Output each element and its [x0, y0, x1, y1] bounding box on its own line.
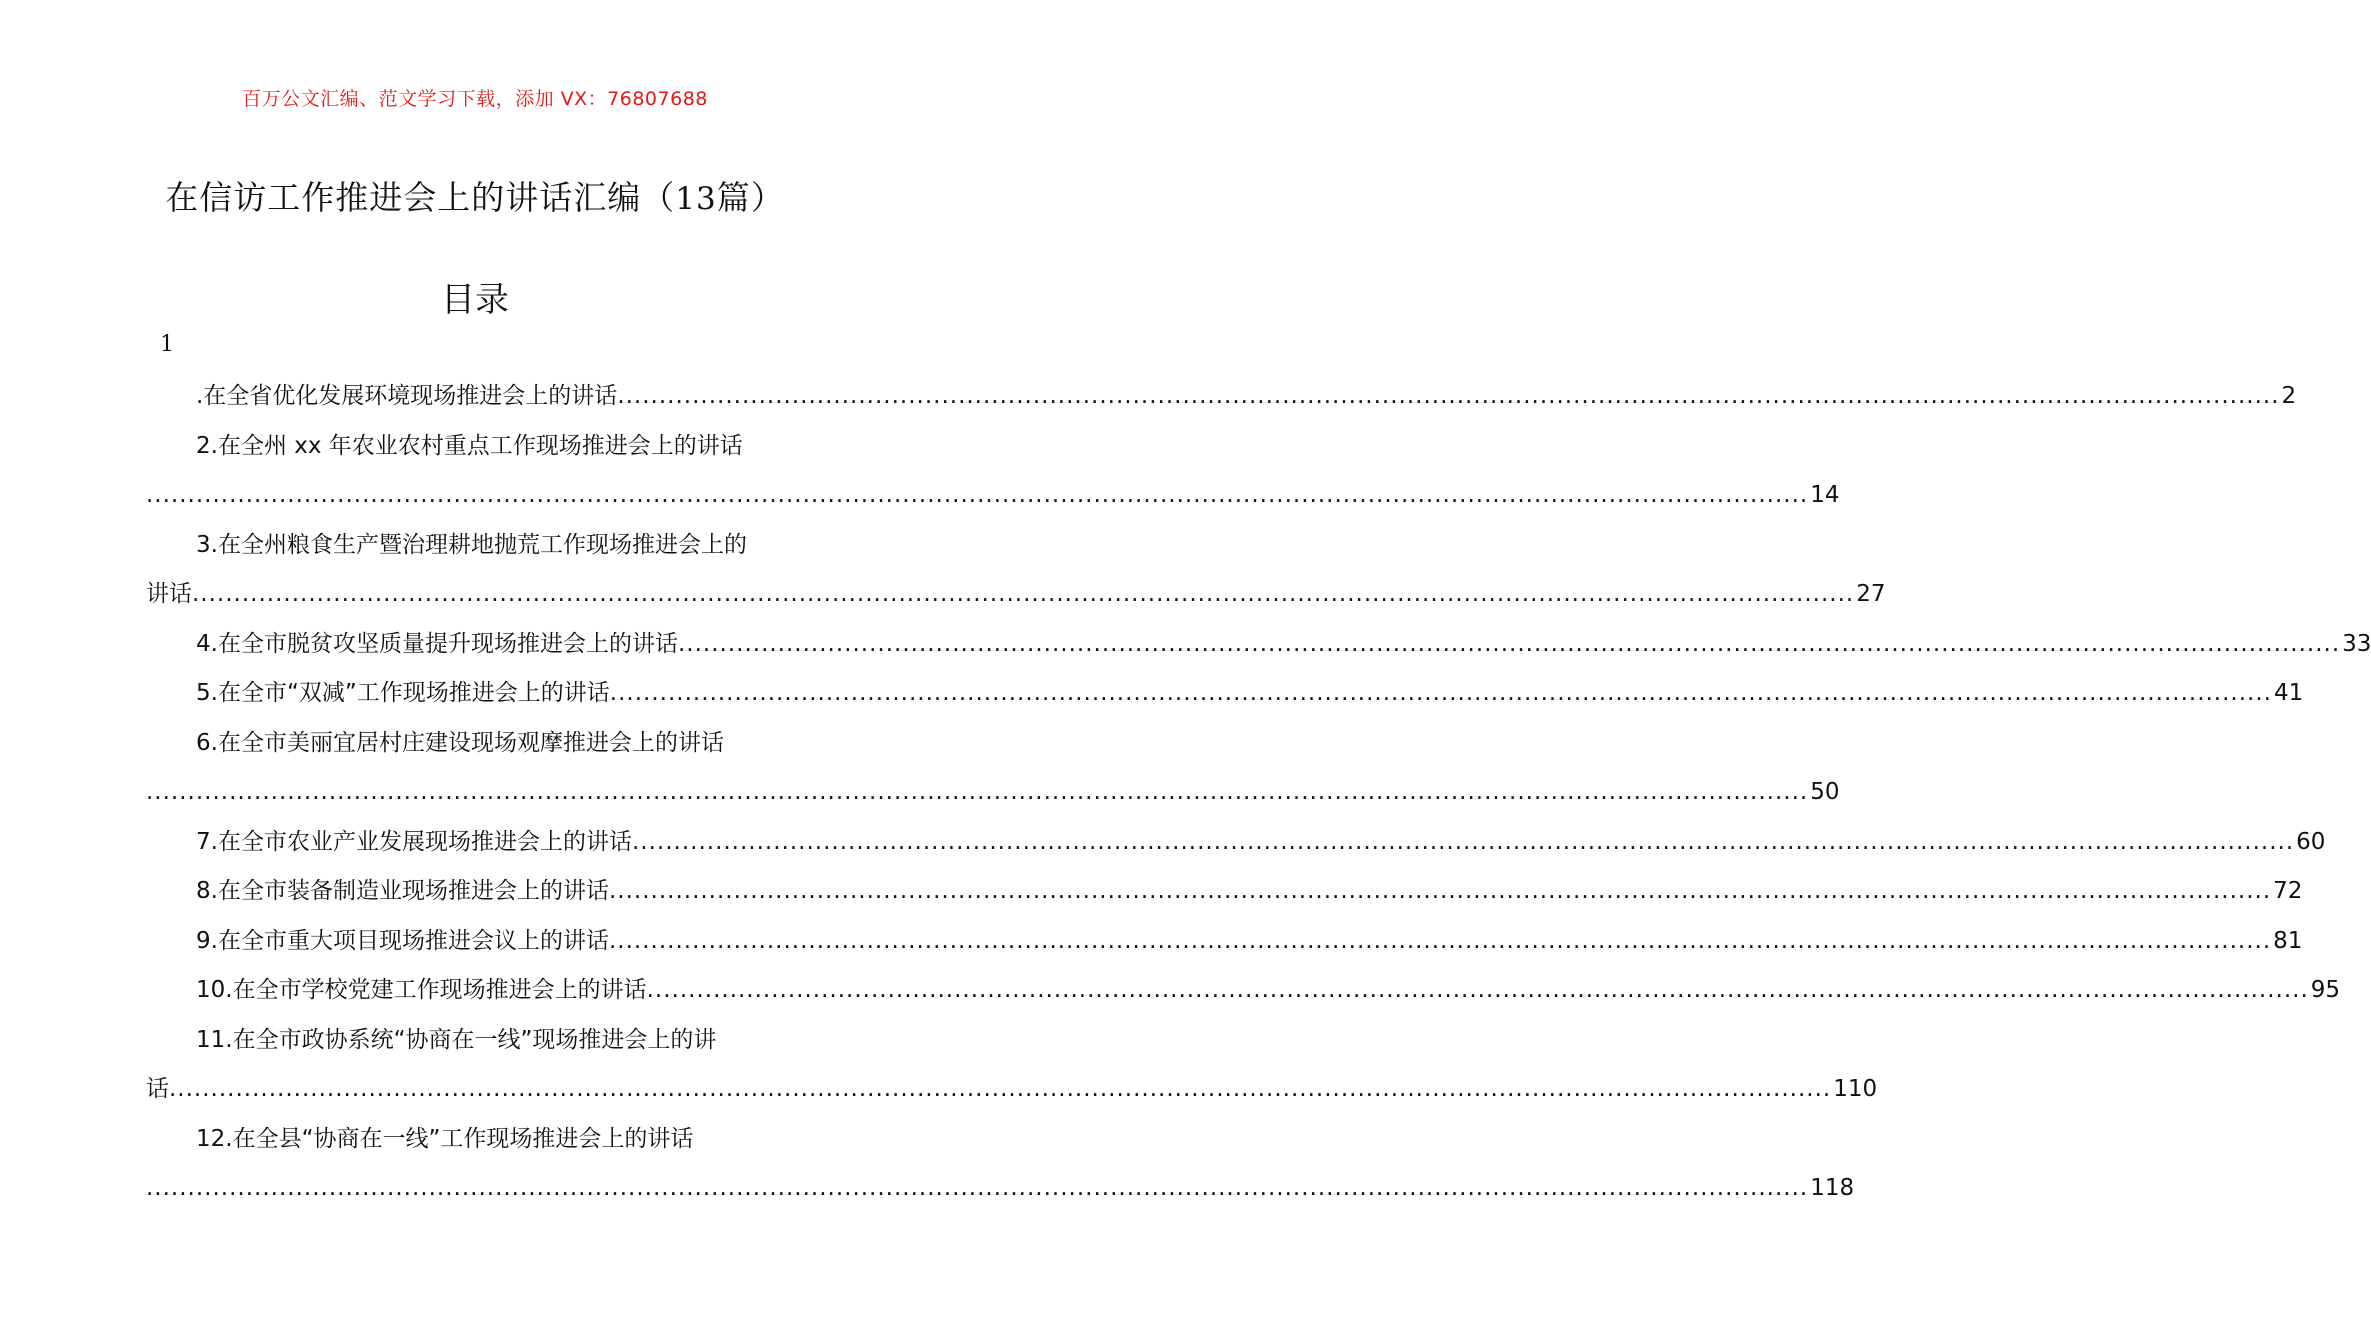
toc-entry-line[interactable]	[146, 1016, 806, 1066]
toc-page-number: 33	[2342, 630, 2371, 657]
toc-entry-line[interactable]	[146, 1164, 1855, 1214]
toc-entry-text: 4.在全市脱贫攻坚质量提升现场推进会上的讲话	[196, 630, 678, 657]
toc-entry-line[interactable]	[146, 422, 806, 472]
header-note: 百万公文汇编、范文学习下载，添加 VX：76807688	[242, 88, 708, 110]
toc-entry-line[interactable]	[146, 1115, 806, 1165]
toc-entry-text: 7.在全市农业产业发展现场推进会上的讲话	[196, 828, 632, 855]
toc-page-number: 41	[2274, 680, 2304, 706]
toc-entry-line[interactable]	[146, 669, 2304, 719]
toc-entry-text: 3.在全州粮食生产暨治理耕地抛荒工作现场推进会上的	[196, 531, 747, 558]
toc-leader-dots: ........................................................................................................................................................................................................	[646, 977, 2309, 1003]
toc-leader-dots: ........................................................................................................................................................................................................	[169, 1076, 1832, 1102]
toc-entry-line[interactable]	[146, 719, 806, 769]
toc-entry-text: .在全省优化发展环境现场推进会上的讲话	[196, 383, 618, 409]
toc-page-number: 81	[2273, 927, 2303, 954]
toc-marker: 1	[160, 332, 174, 357]
toc-leader-dots: ........................................................................................................................................................................................................	[146, 1175, 1809, 1201]
toc-entry-line[interactable]	[146, 1065, 1878, 1115]
toc-leader-dots: ........................................................................................................................................................................................................	[608, 878, 2272, 904]
toc-page-number: 14	[1810, 482, 1840, 508]
toc-entry-line[interactable]	[146, 521, 806, 571]
toc-page-number: 72	[2273, 878, 2303, 904]
toc-entry-text: 11.在全市政协系统“协商在一线”现场推进会上的讲	[196, 1026, 717, 1053]
toc-leader-dots: ........................................................................................................................................................................................................	[608, 927, 2272, 954]
title-prefix: 在信访工作推进会上的讲话汇编（	[165, 178, 676, 217]
toc-leader-dots: ........................................................................................................................................................................................................	[609, 680, 2272, 706]
title-suffix: 篇）	[716, 178, 785, 217]
toc-page-number: 118	[1810, 1175, 1855, 1201]
document-title	[0, 172, 950, 219]
toc-page-number: 50	[1810, 779, 1840, 805]
title-number: 13	[675, 181, 717, 217]
toc-entry-text: 12.在全县“协商在一线”工作现场推进会上的讲话	[196, 1125, 694, 1152]
toc-entry-line[interactable]	[146, 917, 2303, 967]
toc-entry-line[interactable]	[146, 620, 2371, 670]
toc-entry-text: 9.在全市重大项目现场推进会议上的讲话	[196, 927, 609, 954]
toc-leader-dots: ........................................................................................................................................................................................................	[146, 482, 1809, 508]
toc-leader-dots: ........................................................................................................................................................................................................	[617, 383, 2280, 409]
toc-page-number: 60	[2296, 828, 2326, 855]
toc-entry-text: 2.在全州 xx 年农业农村重点工作现场推进会上的讲话	[196, 432, 743, 459]
toc-entry-line[interactable]	[146, 570, 1886, 620]
toc-entry-text: 6.在全市美丽宜居村庄建设现场观摩推进会上的讲话	[196, 729, 724, 756]
toc-entry-text: 8.在全市装备制造业现场推进会上的讲话	[196, 878, 609, 904]
toc-entry-text: 话	[146, 1076, 169, 1102]
toc-entry-line[interactable]	[146, 818, 2326, 868]
toc-leader-dots: ........................................................................................................................................................................................................	[631, 828, 2295, 855]
toc-page-number: 2	[2281, 383, 2297, 409]
toc-page-number: 95	[2310, 977, 2341, 1003]
toc-page-number: 110	[1833, 1076, 1878, 1102]
toc-heading: 目录	[441, 280, 509, 320]
toc-entry-line[interactable]	[146, 471, 1840, 521]
table-of-contents	[146, 372, 2371, 1214]
toc-entry-line[interactable]	[146, 867, 2303, 917]
toc-entry-line[interactable]	[146, 768, 1840, 818]
toc-leader-dots: ........................................................................................................................................................................................................	[146, 779, 1809, 805]
toc-leader-dots: ........................................................................................................................................................................................................	[677, 630, 2341, 657]
toc-page-number: 27	[1856, 581, 1886, 607]
toc-entry-text: 10.在全市学校党建工作现场推进会上的讲话	[196, 977, 647, 1003]
toc-entry-line[interactable]	[146, 966, 2341, 1016]
toc-entry-line[interactable]	[146, 372, 2297, 422]
toc-leader-dots: ........................................................................................................................................................................................................	[192, 581, 1855, 607]
toc-entry-text: 讲话	[146, 581, 192, 607]
toc-entry-text: 5.在全市“双减”工作现场推进会上的讲话	[196, 680, 610, 706]
